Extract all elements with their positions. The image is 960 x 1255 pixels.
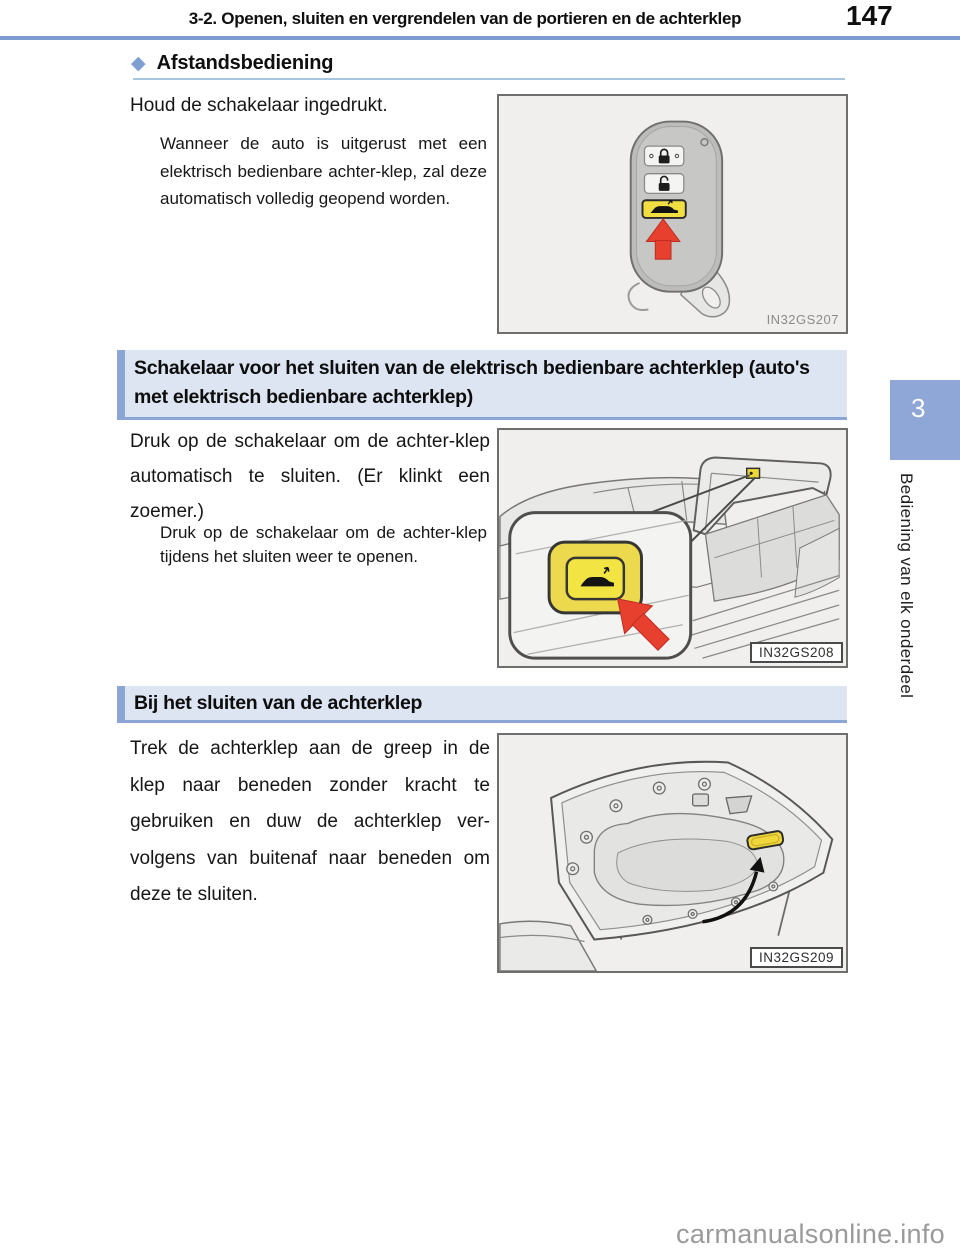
section-title: Afstandsbediening: [156, 52, 334, 74]
car-body-edge: [500, 921, 596, 971]
header-divider: [0, 36, 960, 40]
close-switch-lead-text: Druk op de schakelaar om de achter-klep automatisch te sluiten. (Er klinkt een zoemer.): [130, 431, 490, 522]
chapter-tab: 3: [890, 380, 960, 460]
watermark-text: carmanualsonline.info: [676, 1219, 945, 1249]
page-number: 147: [846, 0, 893, 31]
unlock-button: [644, 174, 683, 194]
figure-label: IN32GS207: [766, 312, 839, 327]
remote-lead-text: Houd de schakelaar ingedrukt.: [130, 95, 388, 116]
section-heading-remote: [131, 52, 333, 75]
lock-button: [644, 146, 683, 166]
section-heading-underline: [133, 78, 845, 80]
fob-bottom-edge: [628, 283, 648, 310]
key-fob-figure: [497, 94, 848, 334]
diamond-bullet-icon: ◆: [131, 53, 146, 74]
trunk-lid-interior-illustration: [499, 735, 846, 971]
section-title-close-switch: Schakelaar voor het sluiten van de elektrisch bedienbare achterklep (auto's met elektrisch bedienbare achterklep): [117, 350, 847, 420]
trunk-lid-figure: [497, 733, 848, 973]
remote-body-text: Wanneer de auto is uitgerust met een elektrisch bedienbare achter-klep, zal deze automatisch volledig geopend worden.: [160, 134, 487, 208]
trunk-switch-figure: [497, 428, 848, 668]
chapter-title-vertical: Bediening van elk onderdeel: [897, 473, 916, 699]
close-switch-body-text: Druk op de schakelaar om de achter-klep tijdens het sluiten weer te openen.: [160, 523, 487, 566]
breadcrumb: 3-2. Openen, sluiten en vergrendelen van de portieren en de achterklep: [188, 9, 742, 28]
switch-location-marker: [747, 468, 760, 478]
switch-callout: [510, 513, 691, 659]
figure-label: IN32GS208: [750, 642, 843, 663]
trim-recess: [617, 839, 758, 891]
key-fob-illustration: [499, 96, 846, 332]
car-open-trunk-illustration: [499, 430, 846, 666]
figure-label: IN32GS209: [750, 947, 843, 968]
section-title-closing: Bij het sluiten van de achterklep: [117, 686, 847, 723]
trunk-release-button: [643, 200, 686, 218]
closing-lead-text: Trek de achterklep aan de greep in de klep naar beneden zonder kracht te gebruiken en duw de achterklep ver-volgens van buitenaf naar beneden om deze te sluiten.: [130, 738, 490, 905]
